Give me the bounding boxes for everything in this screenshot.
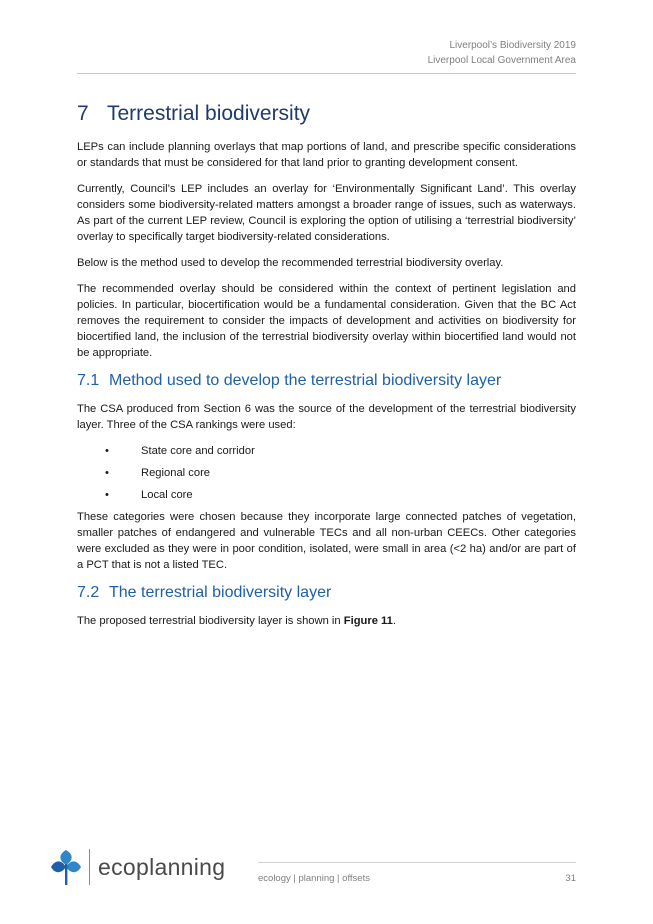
list-item: [77, 487, 576, 503]
paragraph: LEPs can include planning overlays that map portions of land, and prescribe specific considerations or standards that must be considered for that land prior to granting development consent.: [77, 141, 576, 169]
paragraph: The CSA produced from Section 6 was the source of the development of the terrestrial biodiversity layer. Three of the CSA rankings were used:: [77, 403, 576, 431]
figure-intro-text: The proposed terrestrial biodiversity layer is shown in: [77, 615, 344, 627]
bullet-marker: •: [105, 467, 109, 479]
section-7-1-title: Method used to develop the terrestrial biodiversity layer: [109, 372, 502, 389]
bullet-marker: •: [105, 445, 109, 457]
section-7-2-title: The terrestrial biodiversity layer: [109, 584, 332, 601]
list-item: [77, 465, 576, 481]
list-item-text: State core and corridor: [141, 445, 255, 457]
header-divider: [77, 73, 576, 74]
figure-11-reference[interactable]: Figure 11: [343, 615, 393, 627]
paragraph: Below is the method used to develop the recommended terrestrial biodiversity overlay.: [77, 257, 504, 269]
bullet-marker: •: [105, 489, 109, 501]
header-report-title: Liverpool’s Biodiversity 2019: [449, 40, 576, 51]
footer-tagline: ecology | planning | offsets: [258, 873, 370, 884]
ecoplanning-leaf-icon: [49, 848, 83, 886]
paragraph: [77, 613, 576, 629]
section-7-2-heading: [77, 583, 576, 603]
section-7-heading: [77, 101, 576, 127]
logo-divider: [89, 849, 90, 885]
paragraph: The recommended overlay should be considered within the context of pertinent legislation and policies. In particular, biocertification would be a fundamental consideration. Given that the BC Act removes the requirement to consider the impacts of development and activities on biodiversity for biocertified land, the inclusion of the terrestrial biodiversity overlay within biocertified land would not be appropriate.: [77, 283, 576, 359]
figure-outro-text: .: [392, 615, 396, 627]
running-header: [428, 38, 576, 68]
section-7-2-number: 7.2: [77, 584, 100, 601]
footer-divider: [258, 862, 576, 863]
list-item-text: Regional core: [141, 467, 211, 479]
paragraph: These categories were chosen because they incorporate large connected patches of vegetation, smaller patches of endangered and vulnerable TECs and all non-urban CEECs. Other categories were excluded as they were in poor condition, isolated, were small in area (<2 ha) and/or are part of a PCT that is not a listed TEC.: [77, 511, 576, 571]
section-7-number: 7: [77, 102, 89, 125]
section-7-1-heading: [77, 371, 576, 391]
page-body: [77, 101, 576, 639]
brand-name: ecoplanning: [98, 853, 226, 880]
paragraph: Currently, Council’s LEP includes an overlay for ‘Environmentally Significant Land’. This overlay considers some biodiversity-related matters amongst a broader range of issues, such as waterways. As part of the current LEP review, Council is exploring the option of utilising a ‘terrestrial biodiversity’ overlay to specifically target biodiversity-related considerations.: [77, 183, 576, 243]
ecoplanning-logo: [49, 848, 225, 886]
page-number: 31: [565, 873, 576, 884]
header-area: Liverpool Local Government Area: [427, 55, 576, 66]
list-item-text: Local core: [141, 489, 193, 501]
section-7-1-number: 7.1: [77, 372, 100, 389]
section-7-title: Terrestrial biodiversity: [107, 102, 311, 125]
csa-ranking-list: [77, 443, 576, 503]
list-item: [77, 443, 576, 459]
